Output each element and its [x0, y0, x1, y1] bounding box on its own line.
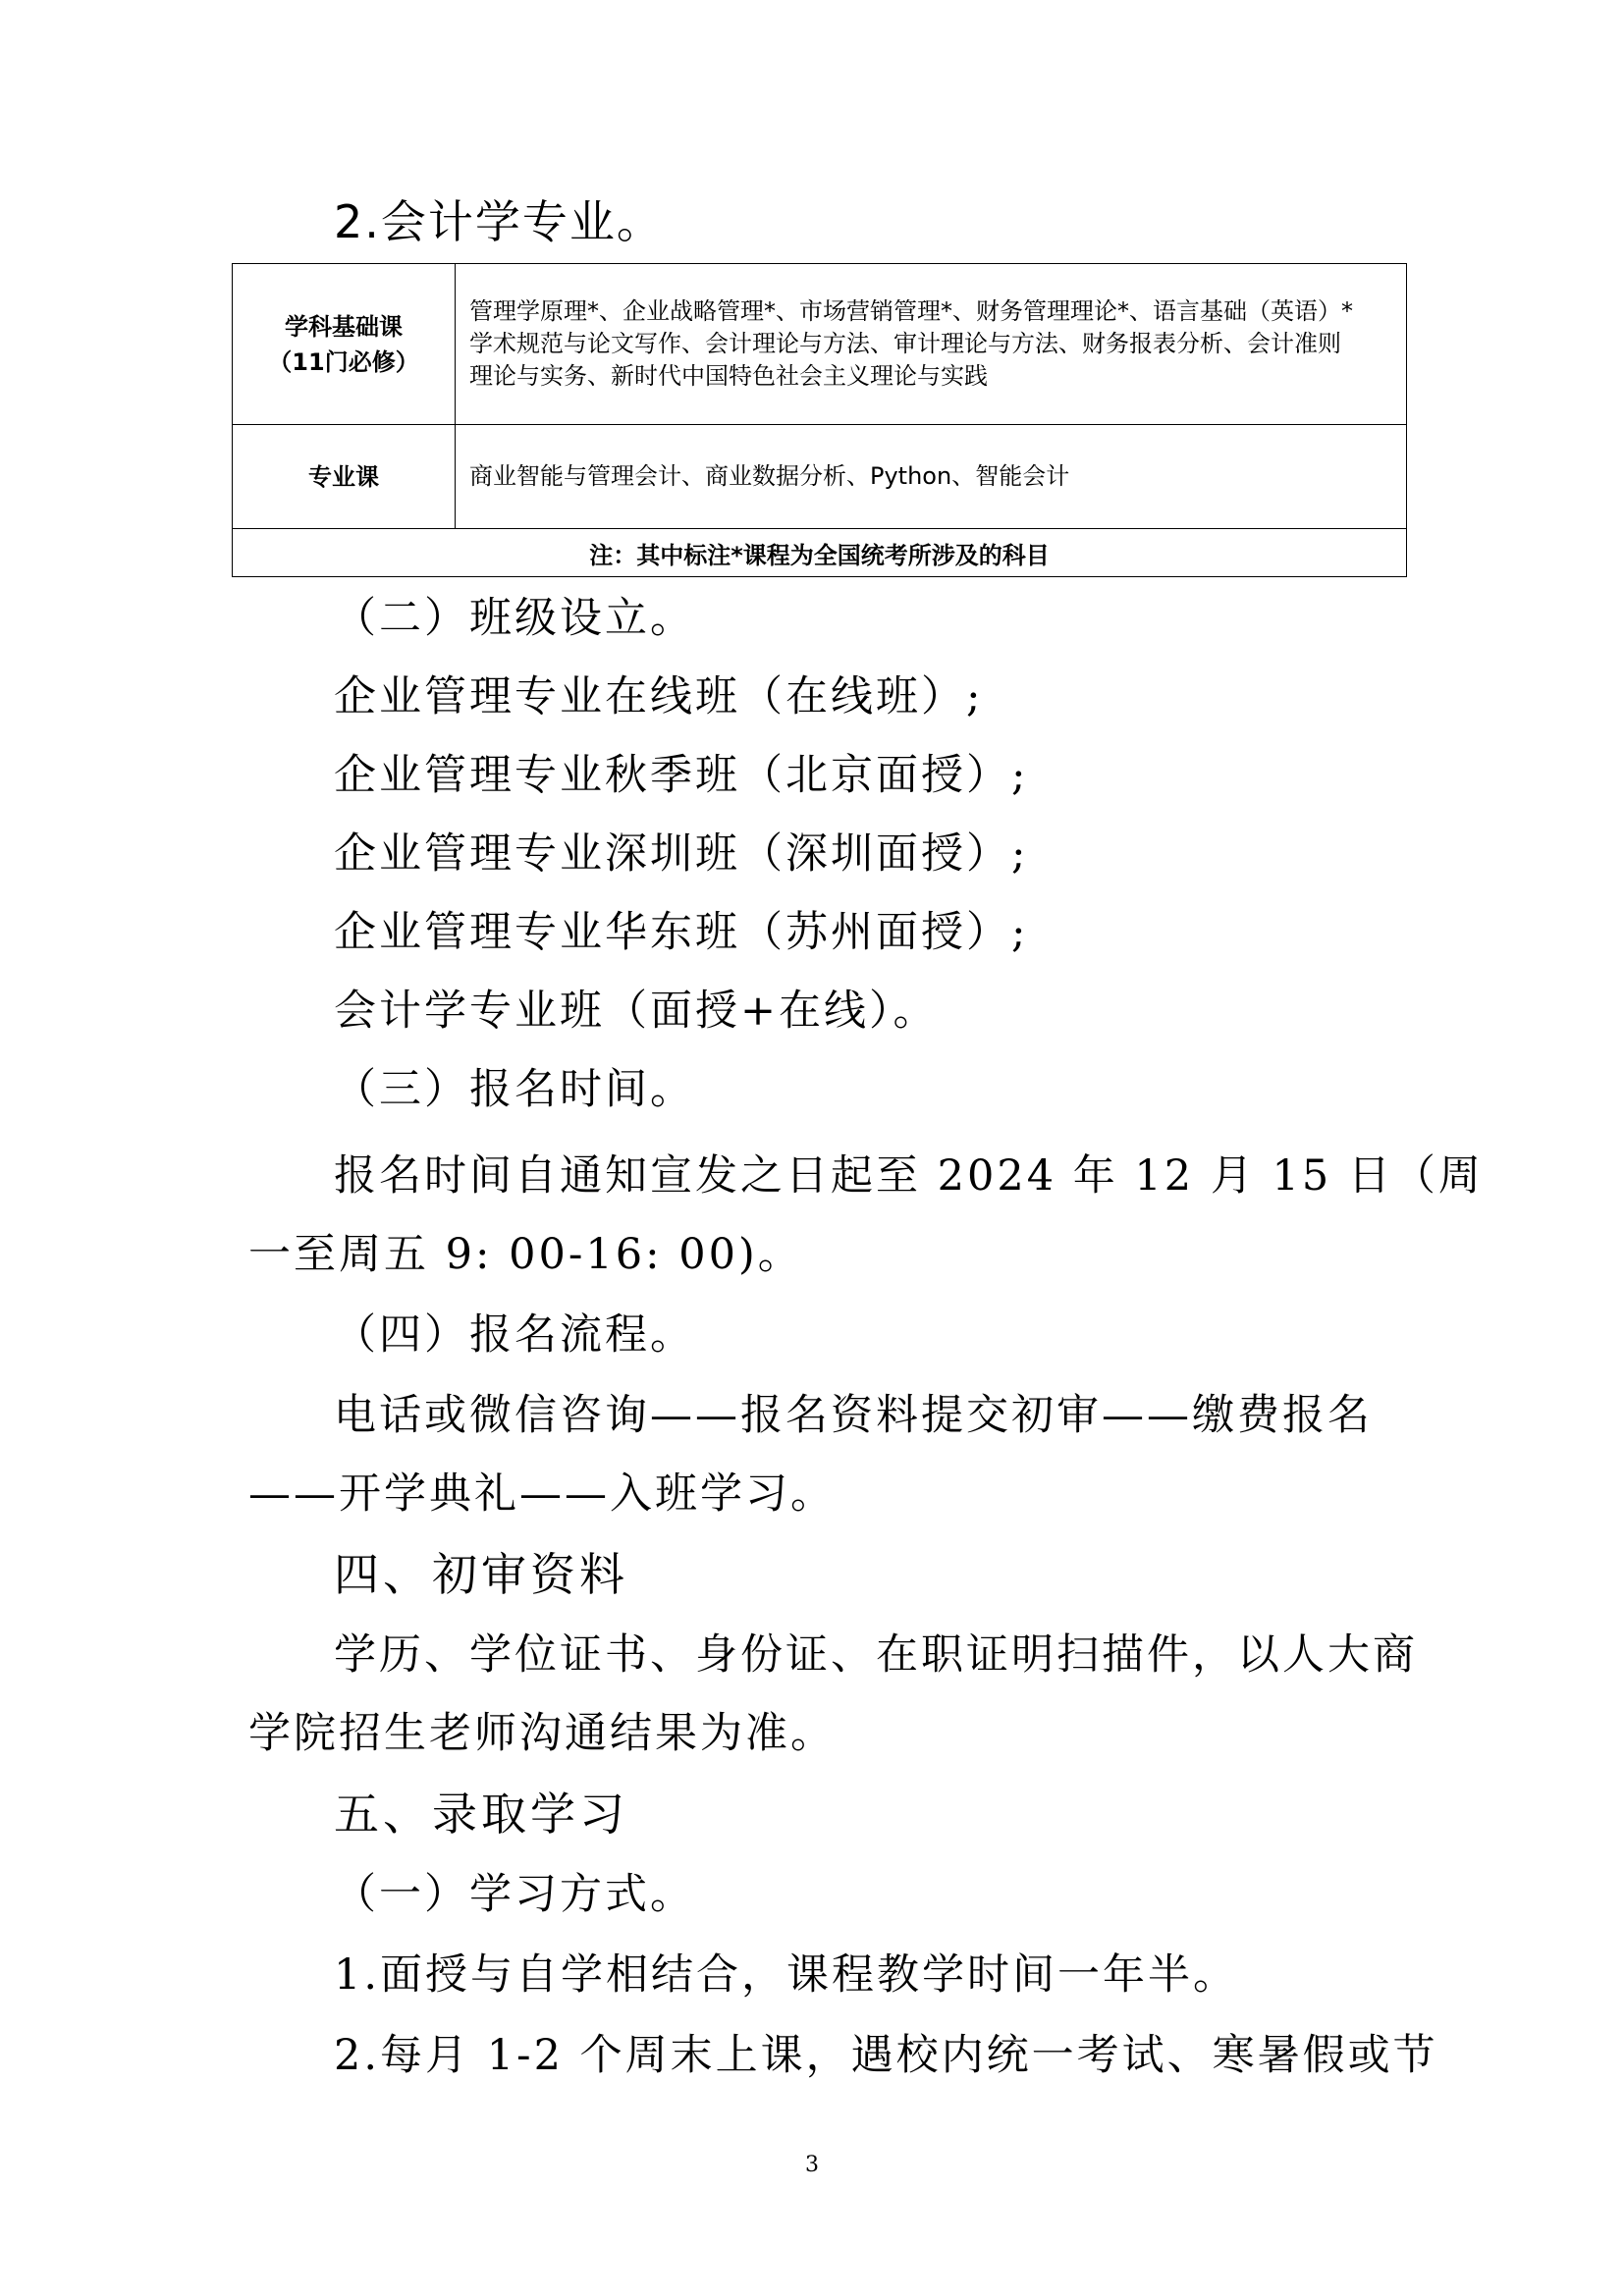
table-row-content: [456, 264, 1407, 425]
reg-time-text: 一至周五 9: 00-16: 00)。: [248, 1230, 803, 1279]
subsection-title: 2.会计学专业。: [334, 195, 664, 248]
table-row-label: [233, 425, 456, 529]
table-row-label: [233, 264, 456, 425]
section-text: 学历、学位证书、身份证、在职证明扫描件，以人大商: [334, 1630, 1418, 1680]
section-title: 五、录取学习: [334, 1788, 628, 1841]
table-row-content: [456, 425, 1407, 529]
class-item: 企业管理专业华东班（苏州面授）;: [334, 908, 1029, 957]
table-row: [233, 425, 1407, 529]
class-item: 企业管理专业深圳班（深圳面授）;: [334, 829, 1029, 879]
page-number: 3: [805, 2153, 819, 2177]
table-note-row: [233, 529, 1407, 577]
section-title: 四、初审资料: [334, 1548, 628, 1601]
study-item: 2.每月 1-2 个周末上课，遇校内统一考试、寒暑假或节: [334, 2031, 1438, 2080]
reg-flow-text: ——开学典礼——入班学习。: [248, 1469, 836, 1519]
class-item: 企业管理专业在线班（在线班）;: [334, 672, 984, 721]
reg-flow-text: 电话或微信咨询——报名资料提交初审——缴费报名: [334, 1391, 1373, 1440]
class-setup-heading: （二）班级设立。: [334, 594, 695, 643]
class-item: 会计学专业班（面授+在线）。: [334, 987, 939, 1036]
reg-flow-heading: （四）报名流程。: [334, 1310, 695, 1360]
study-mode-heading: （一）学习方式。: [334, 1870, 695, 1919]
reg-time-text: 报名时间自通知宣发之日起至 2024 年 12 月 15 日（周: [334, 1151, 1484, 1201]
study-item: 1.面授与自学相结合，课程教学时间一年半。: [334, 1950, 1239, 2000]
label-line: 学科基础课: [285, 312, 403, 341]
content-line: 理论与实务、新时代中国特色社会主义理论与实践: [469, 362, 988, 390]
table-row: [233, 264, 1407, 425]
course-table: [232, 263, 1407, 577]
reg-time-heading: （三）报名时间。: [334, 1065, 695, 1114]
table-note: 注：其中标注*课程为全国统考所涉及的科目: [233, 529, 1407, 577]
content-line: 管理学原理*、企业战略管理*、市场营销管理*、财务管理理论*、语言基础（英语）*: [469, 297, 1353, 325]
class-item: 企业管理专业秋季班（北京面授）;: [334, 751, 1029, 800]
section-text: 学院招生老师沟通结果为准。: [248, 1709, 836, 1758]
content-line: 商业智能与管理会计、商业数据分析、Python、智能会计: [469, 462, 1070, 490]
label-line: 专业课: [308, 462, 379, 491]
label-line: （11门必修）: [268, 347, 419, 376]
content-line: 学术规范与论文写作、会计理论与方法、审计理论与方法、财务报表分析、会计准则: [469, 330, 1341, 357]
